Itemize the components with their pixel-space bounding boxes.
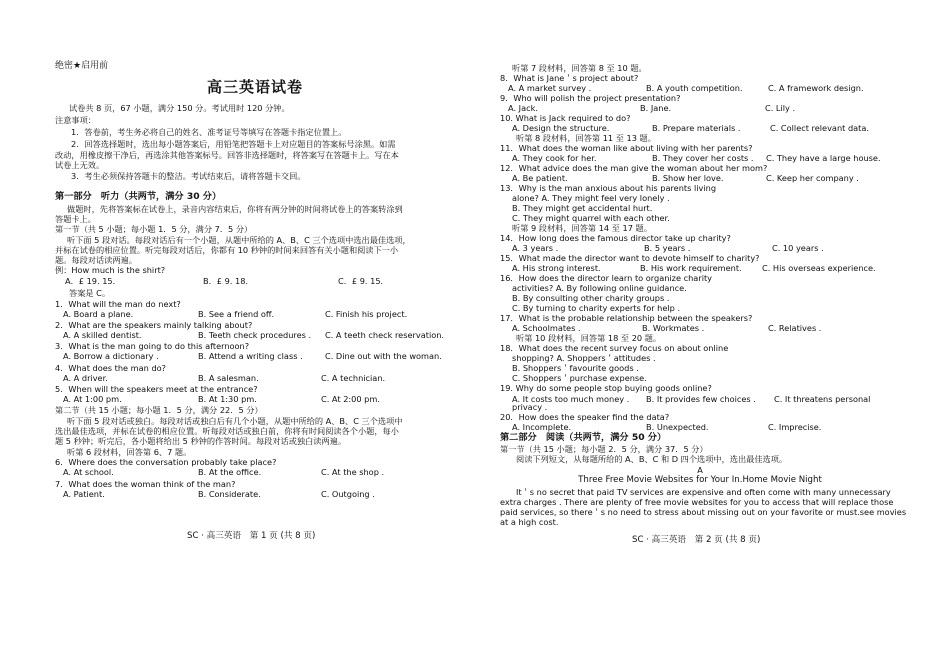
sec1-heading: 第一节（共 5 小题；每小题 1．5 分，满分 7．5 分）: [55, 224, 253, 234]
example-question: 例：How much is the shirt?: [55, 265, 166, 275]
q15-option-a: A. His strong interest.: [512, 263, 601, 273]
question-9: 9．Who will polish the project presentation?: [500, 93, 681, 103]
question-17: 17．What is the probable relationship between the speakers?: [500, 313, 753, 323]
q1-option-b: B. See a friend off.: [198, 309, 275, 319]
q7-option-a: A. Patient.: [63, 489, 105, 499]
sec1-instr-b: 并标在试卷的相应位置。听完每段对话后，你都有 10 秒钟的时间来回答有关小题和阅读下一小: [55, 245, 399, 255]
q19-option-b: B. It provides few choices .: [646, 394, 756, 404]
q12-option-b: B. Show her love.: [652, 173, 724, 183]
q9-option-c: C. Lily .: [765, 103, 796, 113]
page-footer-left: SC · 高三英语 第 1 页 (共 8 页): [187, 531, 316, 541]
q6-option-b: B. At the office.: [198, 467, 262, 477]
q2-option-c: C. A teeth check reservation.: [325, 330, 445, 340]
note-3: 3．考生必须保持答题卡的整洁。考试结束后，请将答题卡交回。: [71, 171, 306, 181]
q9-option-a: A. Jack.: [508, 103, 538, 113]
q18-option-b: B. Shoppers＇favourite goods .: [512, 363, 639, 373]
q7-option-b: B. Considerate.: [198, 489, 261, 499]
q15-option-c: C. His overseas experience.: [762, 263, 876, 273]
question-11: 11．What does the woman like about living with her parents?: [500, 143, 753, 153]
part1-instr-a: 做题时，先将答案标在试卷上，录音内容结束后，你将有两分钟的时间将试卷上的答案转涂到: [67, 204, 403, 214]
q17-option-c: C. Relatives .: [768, 323, 822, 333]
question-19: 19. Why do some people stop buying goods online?: [500, 383, 712, 393]
question-6: 6．Where does the conversation probably take place?: [55, 457, 277, 467]
q3-option-b: B. Attend a writing class .: [198, 351, 303, 361]
q20-option-c: C. Imprecise.: [768, 422, 822, 432]
sec2-instr-a: 听下面 5 段对话或独白。每段对话或独白后有几个小题，从题中所给的 A、B、C 三个选项中: [67, 416, 403, 426]
passage-label: A: [697, 465, 703, 475]
passage-title: Three Free Movie Websites for Your In.Home Movie Night: [578, 475, 822, 485]
q4-option-b: B. A salesman.: [198, 373, 259, 383]
example-option-c: C．£ 9. 15．: [338, 276, 389, 286]
q20-option-b: B. Unexpected.: [646, 422, 709, 432]
note-2b: 改动，用橡皮擦干净后，再选涂其他答案标号。回答非选择题时，将答案写在答题卡上。写在本: [55, 150, 399, 160]
q2-option-b: B. Teeth check procedures .: [198, 330, 312, 340]
example-option-b: B．£ 9. 18．: [203, 276, 254, 286]
sec1-instr-a: 听下面 5 段对话。每段对话后有一个小题，从题中所给的 A、B、C 三个选项中选出最佳选项，: [67, 235, 411, 245]
q12-option-a: A. Be patient.: [512, 173, 568, 183]
q18-option-a: shopping? A. Shoppers＇attitudes .: [512, 353, 656, 363]
question-8: 8．What is Jane＇s project about?: [500, 73, 639, 83]
q19-option-c-cont: privacy .: [512, 402, 548, 412]
note-1: 1．答卷前，考生务必将自己的姓名、准考证号等填写在答题卡指定位置上。: [71, 127, 347, 137]
sec2-heading: 第二节（共 15 小题；每小题 1．5 分，满分 22．5 分）: [55, 405, 263, 415]
q16-option-b: B. By consulting other charity groups .: [512, 293, 670, 303]
part1-heading: 第一部分 听力（共两节，满分 30 分）: [55, 191, 222, 202]
secret-label: 绝密★启用前: [55, 61, 109, 71]
material-9: 听第 9 段材料，回答第 14 至 17 题。: [512, 223, 652, 233]
q5-option-b: B. At 1:30 pm.: [198, 394, 257, 404]
q8-option-b: B. A youth competition.: [646, 83, 743, 93]
q5-option-c: C. At 2:00 pm.: [321, 394, 380, 404]
question-16: 16．How does the director learn to organize charity: [500, 273, 713, 283]
q17-option-b: B. Workmates .: [642, 323, 705, 333]
q10-option-c: C. Collect relevant data.: [770, 123, 869, 133]
q19-option-a: A. It costs too much money .: [512, 394, 630, 404]
q1-option-a: A. Board a plane.: [63, 309, 134, 319]
exam-title: 高三英语试卷: [206, 78, 303, 96]
question-1: 1．What will the man do next?: [55, 299, 181, 309]
q10-option-a: A. Design the structure.: [512, 123, 610, 133]
q3-option-a: A. Borrow a dictionary .: [63, 351, 159, 361]
q7-option-c: C. Outgoing .: [321, 489, 375, 499]
question-13: 13．Why is the man anxious about his parents living: [500, 183, 717, 193]
q16-option-c: C. By turning to charity experts for help .: [512, 303, 681, 313]
q20-option-a: A. Incomplete.: [512, 422, 572, 432]
question-4: 4．What does the man do?: [55, 363, 166, 373]
q11-option-b: B. They cover her costs .: [652, 153, 754, 163]
q14-option-a: A. 3 years .: [512, 243, 559, 253]
q9-option-b: B. Jane.: [640, 103, 672, 113]
material-6: 听第 6 段材料，回答第 6、7 题。: [67, 447, 192, 457]
q2-option-a: A. A skilled dentist.: [63, 330, 142, 340]
q1-option-c: C. Finish his project.: [325, 309, 408, 319]
q13-option-c: C. They might quarrel with each other.: [512, 213, 670, 223]
part2-sec1-heading: 第一节（共 15 小题；每小题 2．5 分，满分 37．5 分）: [500, 444, 708, 454]
notes-title: 注意事项：: [55, 115, 96, 125]
passage-line-3: paid services, so there＇s no need to stress about missing out on your favorite or must.see movies: [500, 507, 907, 517]
sec1-instr-c: 题。每段对话读两遍。: [55, 255, 137, 265]
q8-option-c: C. A framework design.: [768, 83, 864, 93]
q5-option-a: A. At 1:00 pm.: [63, 394, 122, 404]
q13-option-a: alone? A. They might feel very lonely .: [512, 193, 670, 203]
question-10: 10. What is Jack required to do?: [500, 113, 631, 123]
note-2a: 2．回答选择题时，选出每小题答案后，用铅笔把答题卡上对应题目的答案标号涂黑。如需: [71, 139, 396, 149]
note-2c: 试卷上无效。: [55, 160, 105, 170]
q11-option-a: A. They cook for her.: [512, 153, 597, 163]
passage-line-4: at a high cost.: [500, 517, 559, 527]
question-15: 15．What made the director want to devote himself to charity?: [500, 253, 760, 263]
question-7: 7．What does the woman think of the man?: [55, 479, 236, 489]
example-answer: 答案是 C。: [69, 288, 111, 298]
sec2-instr-c: 题 5 秒钟；听完后，各小题将给出 5 秒钟的作答时间。每段对话或独白读两遍。: [55, 436, 347, 446]
q14-option-c: C. 10 years .: [772, 243, 824, 253]
part1-instr-b: 答题卡上。: [55, 214, 96, 224]
part2-heading: 第二部分 阅读（共两节，满分 50 分）: [500, 432, 667, 443]
q16-option-a: activities? A. By following online guidance.: [512, 283, 687, 293]
q14-option-b: B. 5 years .: [644, 243, 691, 253]
question-20: 20．How does the speaker find the data?: [500, 412, 670, 422]
question-14: 14．How long does the famous director take up charity?: [500, 233, 731, 243]
material-10: 听第 10 段材料，回答第 18 至 20 题。: [516, 333, 662, 343]
q18-option-c: C. Shoppers＇purchase expense.: [512, 373, 647, 383]
material-7: 听第 7 段材料，回答第 8 至 10 题。: [512, 63, 647, 73]
q6-option-a: A. At school.: [63, 467, 114, 477]
q17-option-a: A. Schoolmates .: [512, 323, 581, 333]
q10-option-b: B. Prepare materials .: [652, 123, 741, 133]
q6-option-c: C. At the shop .: [321, 467, 385, 477]
q3-option-c: C. Dine out with the woman.: [325, 351, 442, 361]
question-18: 18．What does the recent survey focus on about online: [500, 343, 729, 353]
q4-option-a: A. A driver.: [63, 373, 108, 383]
material-8: 听第 8 段材料，回答第 11 至 13 题。: [516, 133, 656, 143]
q8-option-a: A. A market survey .: [508, 83, 592, 93]
question-12: 12．What advice does the man give the woman about her mom?: [500, 163, 768, 173]
question-3: 3．What is the man going to do this afternoon?: [55, 341, 250, 351]
question-2: 2．What are the speakers mainly talking about?: [55, 320, 253, 330]
exam-info: 试卷共 8 页，67 小题，满分 150 分。考试用时 120 分钟。: [69, 103, 290, 113]
q15-option-b: B. His work requirement.: [640, 263, 742, 273]
q13-option-b: B. They might get accidental hurt.: [512, 203, 653, 213]
passage-line-1: It＇s no secret that paid TV services are expensive and often come with many unnecessary: [516, 487, 891, 497]
page-footer-right: SC · 高三英语 第 2 页 (共 8 页): [632, 535, 761, 545]
q4-option-c: C. A technician.: [321, 373, 386, 383]
sec2-instr-b: 选出最佳选项，并标在试卷的相应位置。听每段对话或独白前，你将有时间阅读各个小题，每小: [55, 426, 399, 436]
part2-instr: 阅读下列短文，从每题所给的 A、B、C 和 D 四个选项中，选出最佳选项。: [516, 454, 788, 464]
example-option-a: A．£ 19. 15．: [65, 276, 121, 286]
q19-option-c: C. It threatens personal: [774, 394, 871, 404]
q11-option-c: C. They have a large house.: [766, 153, 881, 163]
q12-option-c: C. Keep her company .: [766, 173, 859, 183]
question-5: 5．When will the speakers meet at the entrance?: [55, 384, 258, 394]
passage-line-2: extra charges . There are plenty of free movie websites for you to access that will replace those: [500, 497, 894, 507]
